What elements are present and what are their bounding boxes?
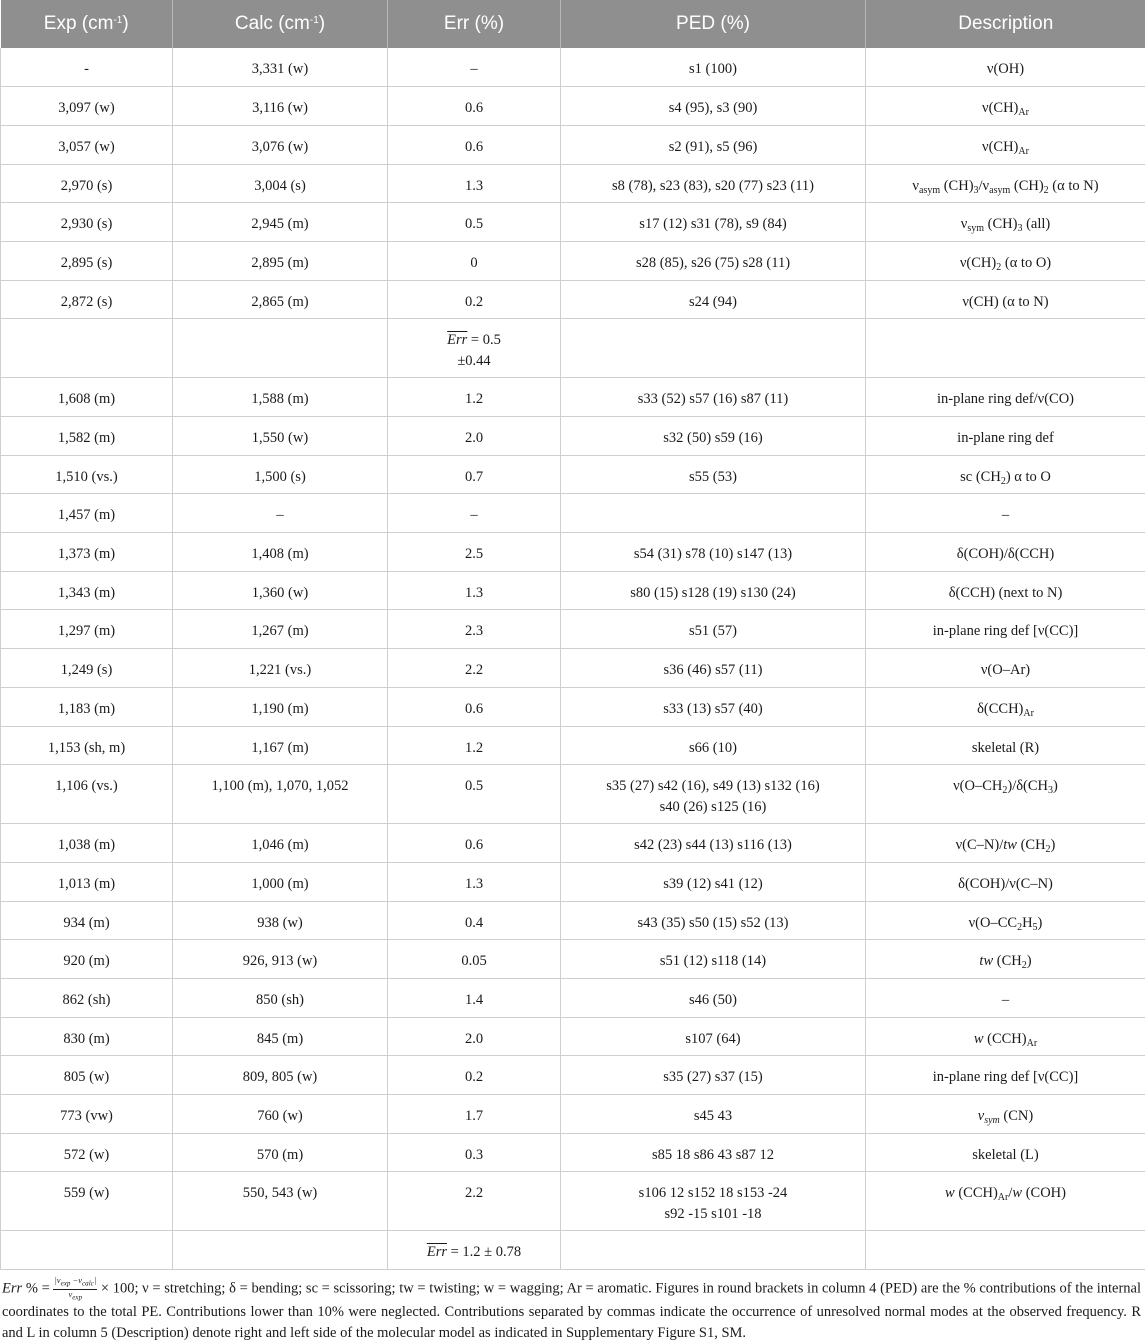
cell-exp: 862 (sh): [1, 978, 173, 1017]
cell-exp: 1,457 (m): [1, 494, 173, 533]
cell-calc: 1,190 (m): [173, 687, 388, 726]
table-header: [1, 0, 1145, 48]
table-row: [1, 455, 1145, 494]
cell-ped: s106 12 s152 18 s153 -24 s92 -15 s101 -18: [561, 1172, 866, 1231]
table-row: [1, 978, 1145, 1017]
table-row: [1, 87, 1145, 126]
summary-row: [1, 1231, 1145, 1270]
cell-exp: 1,013 (m): [1, 862, 173, 901]
cell-calc: 845 (m): [173, 1017, 388, 1056]
header-ped: PED (%): [561, 0, 866, 48]
cell-err: 2.3: [388, 610, 561, 649]
cell-ped: s45 43: [561, 1095, 866, 1134]
cell-ped: s55 (53): [561, 455, 866, 494]
cell-exp: 2,970 (s): [1, 164, 173, 203]
cell-exp: 773 (vw): [1, 1095, 173, 1134]
table-row: [1, 571, 1145, 610]
cell-calc: 1,588 (m): [173, 378, 388, 417]
cell-calc: 3,076 (w): [173, 125, 388, 164]
summary-row: [1, 319, 1145, 378]
table-row: [1, 1133, 1145, 1172]
cell-description: [866, 1231, 1145, 1270]
cell-err: 0.6: [388, 824, 561, 863]
table-row: [1, 1172, 1145, 1231]
cell-description: –: [866, 494, 1145, 533]
cell-calc: [173, 1231, 388, 1270]
cell-exp: 3,097 (w): [1, 87, 173, 126]
cell-err: 0.2: [388, 280, 561, 319]
cell-calc: 1,221 (vs.): [173, 649, 388, 688]
cell-err: 2.5: [388, 533, 561, 572]
cell-calc: 1,550 (w): [173, 417, 388, 456]
cell-exp: 934 (m): [1, 901, 173, 940]
cell-description: ν(O–Ar): [866, 649, 1145, 688]
cell-description: $\nu(CH)_2$ (α to O): [866, 241, 1145, 280]
cell-calc: 3,331 (w): [173, 48, 388, 87]
cell-calc: 1,167 (m): [173, 726, 388, 765]
cell-calc: 1,100 (m), 1,070, 1,052: [173, 765, 388, 824]
cell-description: $\nu_{asym}$ $(CH)_3/\nu_{asym}$ $(CH)_2$ (α to N): [866, 164, 1145, 203]
cell-description: in-plane ring def [ν(CC)]: [866, 1056, 1145, 1095]
cell-description: $\nu(CH)_{Ar}$: [866, 87, 1145, 126]
header-description: Description: [866, 0, 1145, 48]
cell-err: 1.3: [388, 862, 561, 901]
cell-exp: 1,038 (m): [1, 824, 173, 863]
cell-ped: s4 (95), s3 (90): [561, 87, 866, 126]
cell-description: in-plane ring def/ν(CO): [866, 378, 1145, 417]
cell-calc: 2,865 (m): [173, 280, 388, 319]
cell-description: $\nu_{sym}$ (CN): [866, 1095, 1145, 1134]
cell-description: ν(OH): [866, 48, 1145, 87]
table-row: [1, 649, 1145, 688]
cell-exp: 1,608 (m): [1, 378, 173, 417]
cell-exp: 920 (m): [1, 940, 173, 979]
header-err: Err (%): [388, 0, 561, 48]
cell-err: 0.6: [388, 125, 561, 164]
cell-ped: s33 (13) s57 (40): [561, 687, 866, 726]
cell-calc: 3,004 (s): [173, 164, 388, 203]
cell-ped: s39 (12) s41 (12): [561, 862, 866, 901]
table-row: [1, 203, 1145, 242]
table-row: [1, 940, 1145, 979]
cell-err: 1.3: [388, 571, 561, 610]
cell-description: $\nu(CH)_{Ar}$: [866, 125, 1145, 164]
table-row: [1, 901, 1145, 940]
cell-calc: 1,408 (m): [173, 533, 388, 572]
cell-err: –: [388, 494, 561, 533]
cell-ped: s85 18 s86 43 s87 12: [561, 1133, 866, 1172]
cell-err: 1.3: [388, 164, 561, 203]
cell-err-mean: $\overline{Err} = 1.2 \pm 0.78$: [388, 1231, 561, 1270]
cell-calc: 2,895 (m): [173, 241, 388, 280]
cell-err: 2.0: [388, 1017, 561, 1056]
cell-err: 0.7: [388, 455, 561, 494]
cell-ped: s28 (85), s26 (75) s28 (11): [561, 241, 866, 280]
cell-exp: 1,582 (m): [1, 417, 173, 456]
cell-description: in-plane ring def [ν(CC)]: [866, 610, 1145, 649]
table-body: [1, 48, 1145, 1270]
table-row: [1, 1056, 1145, 1095]
cell-exp: 559 (w): [1, 1172, 173, 1231]
table-row: [1, 378, 1145, 417]
cell-ped: s35 (27) s37 (15): [561, 1056, 866, 1095]
cell-exp: 2,930 (s): [1, 203, 173, 242]
cell-exp: 1,510 (vs.): [1, 455, 173, 494]
cell-exp: 572 (w): [1, 1133, 173, 1172]
cell-ped: s35 (27) s42 (16), s49 (13) s132 (16) s40 (26) s125 (16): [561, 765, 866, 824]
cell-ped: [561, 1231, 866, 1270]
cell-description: w $(CCH)_{Ar}/w$ (COH): [866, 1172, 1145, 1231]
cell-exp: [1, 319, 173, 378]
table-footnote: Err % = $\frac{|\nu_{exp} -\nu_{calc}|}{\nu_{exp}}$ × 100; ν = stretching; δ = bending; sc = scissoring; tw = twisting; w = wagging; Ar = aromatic. Figures in round brackets in column 4 (PED) are the % contributions of the internal coordinates to the total PE. Contributions lower than 10% were neglected. Contributions separated by commas indicate the occurrence of unresolved normal modes at the observed frequency. R and L in column 5 (Description) denote right and left side of the molecular model as indicated in Supplementary Figure S1, SM.: [0, 1270, 1145, 1343]
cell-description: [866, 319, 1145, 378]
cell-err: –: [388, 48, 561, 87]
cell-calc: 1,500 (s): [173, 455, 388, 494]
cell-err: 0.4: [388, 901, 561, 940]
cell-calc: 2,945 (m): [173, 203, 388, 242]
cell-ped: s2 (91), s5 (96): [561, 125, 866, 164]
cell-err: 0.5: [388, 203, 561, 242]
cell-err: 0.3: [388, 1133, 561, 1172]
cell-calc: 809, 805 (w): [173, 1056, 388, 1095]
cell-err: 1.2: [388, 726, 561, 765]
cell-description: $\nu(O-CC_2H_5)$: [866, 901, 1145, 940]
cell-ped: s33 (52) s57 (16) s87 (11): [561, 378, 866, 417]
table-row: [1, 241, 1145, 280]
cell-exp: 2,872 (s): [1, 280, 173, 319]
cell-description: δ(COH)/δ(CCH): [866, 533, 1145, 572]
cell-ped: s32 (50) s59 (16): [561, 417, 866, 456]
cell-description: w $(CCH)_{Ar}$: [866, 1017, 1145, 1056]
cell-calc: –: [173, 494, 388, 533]
cell-ped: s24 (94): [561, 280, 866, 319]
cell-description: –: [866, 978, 1145, 1017]
table-row: [1, 765, 1145, 824]
error-formula: $\frac{|\nu_{exp} -\nu_{calc}|}{\nu_{exp}}$: [53, 1276, 97, 1302]
table-row: [1, 48, 1145, 87]
cell-ped: s17 (12) s31 (78), s9 (84): [561, 203, 866, 242]
cell-calc: 1,046 (m): [173, 824, 388, 863]
cell-calc: 938 (w): [173, 901, 388, 940]
table-row: [1, 726, 1145, 765]
cell-ped: s54 (31) s78 (10) s147 (13): [561, 533, 866, 572]
cell-exp: 1,343 (m): [1, 571, 173, 610]
header-exp: Exp $(cm^{-1})$: [1, 0, 173, 48]
cell-exp: [1, 1231, 173, 1270]
cell-ped: s1 (100): [561, 48, 866, 87]
cell-exp: 1,106 (vs.): [1, 765, 173, 824]
cell-exp: 1,249 (s): [1, 649, 173, 688]
cell-calc: [173, 319, 388, 378]
cell-ped: s42 (23) s44 (13) s116 (13): [561, 824, 866, 863]
cell-exp: 830 (m): [1, 1017, 173, 1056]
cell-description: in-plane ring def: [866, 417, 1145, 456]
table-row: [1, 862, 1145, 901]
cell-calc: 570 (m): [173, 1133, 388, 1172]
cell-ped: s66 (10): [561, 726, 866, 765]
cell-ped: s46 (50): [561, 978, 866, 1017]
table-row: [1, 280, 1145, 319]
cell-ped: s107 (64): [561, 1017, 866, 1056]
table-row: [1, 687, 1145, 726]
cell-err: 1.7: [388, 1095, 561, 1134]
cell-description: skeletal (R): [866, 726, 1145, 765]
cell-err: 0.6: [388, 87, 561, 126]
cell-exp: 1,373 (m): [1, 533, 173, 572]
cell-exp: 1,183 (m): [1, 687, 173, 726]
cell-calc: 926, 913 (w): [173, 940, 388, 979]
table-row: [1, 494, 1145, 533]
cell-description: $\nu_{sym}$ $(CH)_3$ (all): [866, 203, 1145, 242]
cell-description: ν(C–N)/tw $(CH_2)$: [866, 824, 1145, 863]
cell-calc: 1,360 (w): [173, 571, 388, 610]
cell-err: 2.2: [388, 1172, 561, 1231]
table-row: [1, 824, 1145, 863]
cell-err: 1.2: [388, 378, 561, 417]
cell-description: $\delta(CCH)_{Ar}$: [866, 687, 1145, 726]
cell-exp: -: [1, 48, 173, 87]
cell-ped: s51 (12) s118 (14): [561, 940, 866, 979]
table-row: [1, 610, 1145, 649]
cell-exp: 1,297 (m): [1, 610, 173, 649]
cell-calc: 3,116 (w): [173, 87, 388, 126]
cell-err: 0.5: [388, 765, 561, 824]
cell-description: δ(COH)/ν(C–N): [866, 862, 1145, 901]
cell-exp: 1,153 (sh, m): [1, 726, 173, 765]
table-row: [1, 1095, 1145, 1134]
table-row: [1, 533, 1145, 572]
cell-err: 0.2: [388, 1056, 561, 1095]
cell-calc: 850 (sh): [173, 978, 388, 1017]
cell-err: 0: [388, 241, 561, 280]
table-row: [1, 164, 1145, 203]
cell-calc: 760 (w): [173, 1095, 388, 1134]
cell-exp: 3,057 (w): [1, 125, 173, 164]
cell-description: ν(CH) (α to N): [866, 280, 1145, 319]
cell-ped: s8 (78), s23 (83), s20 (77) s23 (11): [561, 164, 866, 203]
cell-err: 2.0: [388, 417, 561, 456]
cell-calc: 550, 543 (w): [173, 1172, 388, 1231]
cell-description: sc $(CH_2)$ α to O: [866, 455, 1145, 494]
cell-err: 0.05: [388, 940, 561, 979]
cell-err: 0.6: [388, 687, 561, 726]
cell-ped: s36 (46) s57 (11): [561, 649, 866, 688]
cell-exp: 805 (w): [1, 1056, 173, 1095]
cell-ped: s43 (35) s50 (15) s52 (13): [561, 901, 866, 940]
cell-ped: s51 (57): [561, 610, 866, 649]
cell-ped: [561, 494, 866, 533]
table-row: [1, 417, 1145, 456]
table-row: [1, 1017, 1145, 1056]
cell-ped: s80 (15) s128 (19) s130 (24): [561, 571, 866, 610]
cell-description: $\nu(O-CH_2)/\delta(CH_3)$: [866, 765, 1145, 824]
header-calc: Calc $(cm^{-1})$: [173, 0, 388, 48]
cell-calc: 1,000 (m): [173, 862, 388, 901]
cell-description: δ(CCH) (next to N): [866, 571, 1145, 610]
cell-err-mean: $\overline{Err} = 0.5$ ±0.44: [388, 319, 561, 378]
table-row: [1, 125, 1145, 164]
cell-ped: [561, 319, 866, 378]
cell-err: 2.2: [388, 649, 561, 688]
cell-description: tw $(CH_2)$: [866, 940, 1145, 979]
cell-err: 1.4: [388, 978, 561, 1017]
cell-calc: 1,267 (m): [173, 610, 388, 649]
cell-description: skeletal (L): [866, 1133, 1145, 1172]
cell-exp: 2,895 (s): [1, 241, 173, 280]
